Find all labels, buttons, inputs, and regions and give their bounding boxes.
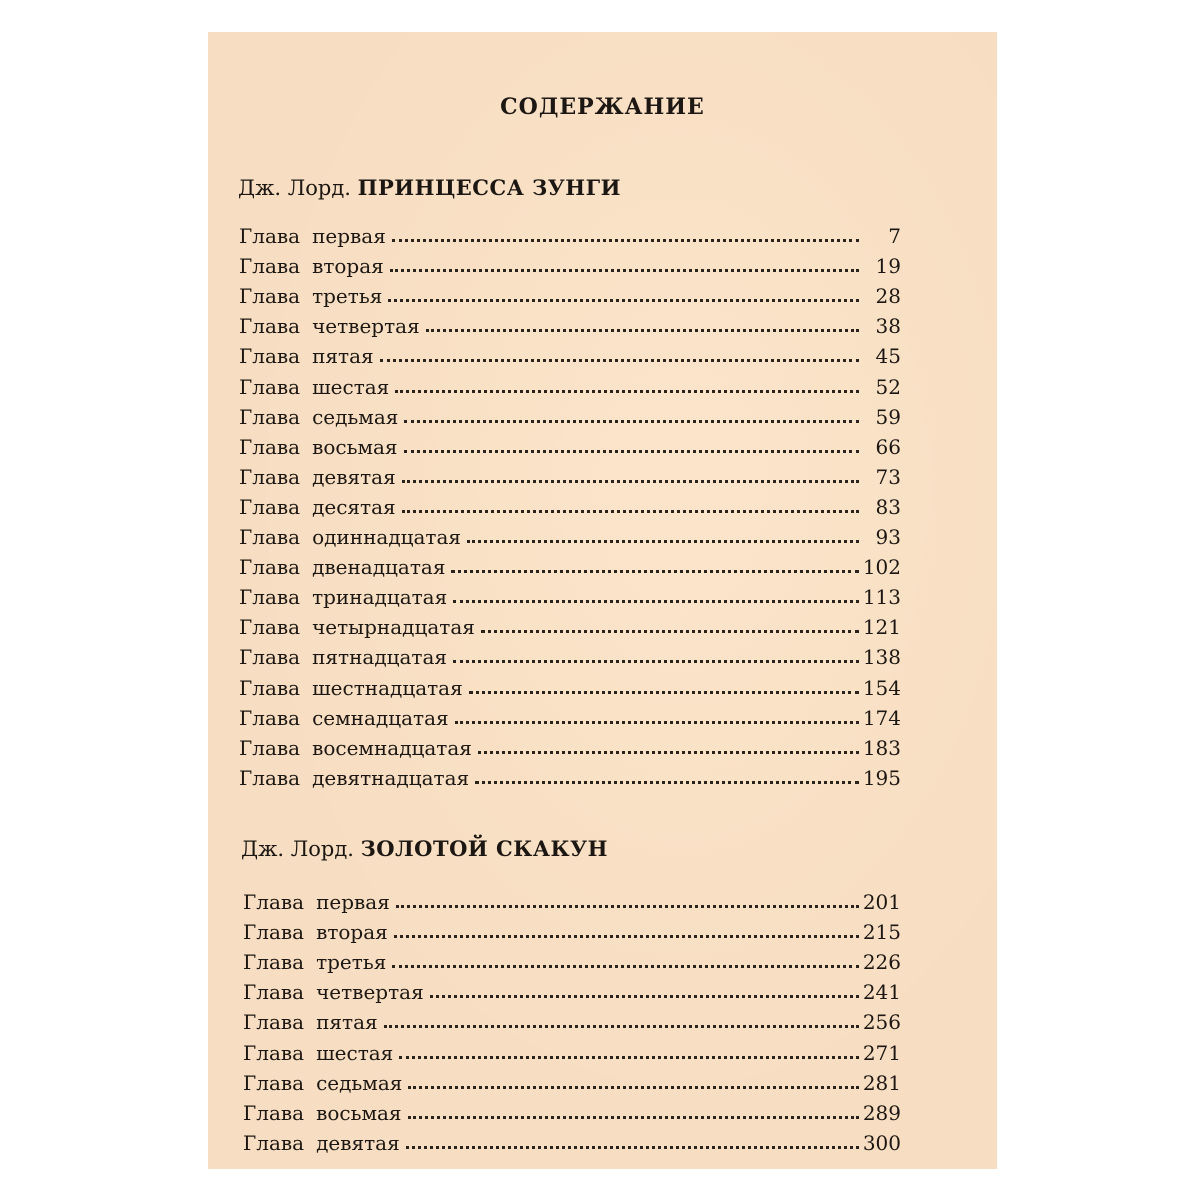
dot-leader <box>475 781 859 784</box>
entry-page: 256 <box>862 1010 901 1035</box>
entry-label: Глава <box>239 645 301 670</box>
entry-page: 195 <box>862 765 901 790</box>
entry-label: Глава <box>243 1010 305 1035</box>
entry-page: 154 <box>862 675 901 700</box>
entry-name: восьмая <box>312 434 398 459</box>
entry-page: 138 <box>862 645 901 670</box>
toc-entry[interactable] <box>243 1034 901 1064</box>
entry-label: Глава <box>239 494 301 519</box>
entry-page: 215 <box>862 920 901 945</box>
entry-label: Глава <box>239 434 301 459</box>
entry-name: четвертая <box>312 314 420 339</box>
entry-name: девятнадцатая <box>312 765 470 790</box>
entry-name: вторая <box>316 920 388 945</box>
toc-entry[interactable] <box>239 248 901 278</box>
toc-entry[interactable] <box>243 1065 901 1095</box>
section-heading-2 <box>241 836 608 861</box>
entry-page: 271 <box>862 1040 901 1065</box>
toc-entry[interactable] <box>243 974 901 1004</box>
entry-name: семнадцатая <box>312 705 449 730</box>
book-page <box>208 32 997 1169</box>
entry-label: Глава <box>239 705 301 730</box>
toc-entry[interactable] <box>243 884 901 914</box>
dot-leader <box>395 390 859 393</box>
entry-label: Глава <box>239 344 301 369</box>
entry-label: Глава <box>239 735 301 760</box>
toc-entry[interactable] <box>239 760 901 790</box>
entry-label: Глава <box>243 1070 305 1095</box>
dot-leader <box>402 510 859 513</box>
entry-page: 45 <box>875 344 901 369</box>
section-work-title: ПРИНЦЕССА ЗУНГИ <box>357 175 621 200</box>
entry-name: пятнадцатая <box>312 645 448 670</box>
toc-entry[interactable] <box>239 519 901 549</box>
entry-name: седьмая <box>316 1070 403 1095</box>
entry-page: 113 <box>862 585 901 610</box>
entry-label: Глава <box>239 464 301 489</box>
entry-name: одиннадцатая <box>312 525 462 550</box>
toc-entry[interactable] <box>239 429 901 459</box>
entry-page: 201 <box>862 890 901 915</box>
toc-entry[interactable] <box>239 730 901 760</box>
toc-entry[interactable] <box>239 278 901 308</box>
entry-page: 59 <box>875 404 901 429</box>
toc-entry[interactable] <box>239 639 901 669</box>
entry-label: Глава <box>239 585 301 610</box>
dot-leader <box>399 1056 859 1059</box>
dot-leader <box>394 935 859 938</box>
dot-leader <box>408 1116 859 1119</box>
section-heading-1 <box>238 175 621 200</box>
entry-name: четырнадцатая <box>312 615 475 640</box>
entry-page: 226 <box>862 950 901 975</box>
toc-entry[interactable] <box>239 549 901 579</box>
entry-label: Глава <box>243 1130 305 1155</box>
entry-label: Глава <box>239 314 301 339</box>
entry-label: Глава <box>243 1100 305 1125</box>
entry-name: девятая <box>316 1130 400 1155</box>
dot-leader <box>408 1086 858 1089</box>
toc-entry[interactable] <box>243 1004 901 1034</box>
entry-label: Глава <box>239 374 301 399</box>
entry-name: шестая <box>316 1040 394 1065</box>
toc-entry[interactable] <box>239 609 901 639</box>
dot-leader <box>404 450 859 453</box>
entry-label: Глава <box>239 615 301 640</box>
entry-name: четвертая <box>316 980 424 1005</box>
dot-leader <box>467 540 859 543</box>
dot-leader <box>392 239 859 242</box>
toc-entry[interactable] <box>239 308 901 338</box>
dot-leader <box>430 995 859 998</box>
entry-label: Глава <box>239 284 301 309</box>
entry-page: 73 <box>875 464 901 489</box>
entry-name: третья <box>316 950 387 975</box>
entry-name: тринадцатая <box>312 585 448 610</box>
dot-leader <box>453 660 859 663</box>
entry-name: пятая <box>312 344 374 369</box>
dot-leader <box>451 570 858 573</box>
entry-name: третья <box>312 284 383 309</box>
entry-label: Глава <box>243 950 305 975</box>
dot-leader <box>384 1025 859 1028</box>
entry-name: седьмая <box>312 404 399 429</box>
dot-leader <box>402 480 859 483</box>
entry-page: 121 <box>862 615 901 640</box>
dot-leader <box>469 691 859 694</box>
entry-label: Глава <box>239 765 301 790</box>
entry-name: восемнадцатая <box>312 735 472 760</box>
entry-label: Глава <box>239 404 301 429</box>
section-work-title: ЗОЛОТОЙ СКАКУН <box>360 836 608 861</box>
entry-page: 28 <box>875 284 901 309</box>
entry-label: Глава <box>239 254 301 279</box>
entry-page: 19 <box>875 254 901 279</box>
entry-page: 93 <box>875 525 901 550</box>
entry-page: 300 <box>862 1130 901 1155</box>
toc-entry[interactable] <box>239 489 901 519</box>
dot-leader <box>478 751 859 754</box>
entry-label: Глава <box>239 675 301 700</box>
toc-entry[interactable] <box>239 218 901 248</box>
entry-page: 83 <box>875 494 901 519</box>
toc-list-2 <box>243 884 901 1155</box>
toc-entry[interactable] <box>239 579 901 609</box>
entry-page: 281 <box>862 1070 901 1095</box>
dot-leader <box>396 905 859 908</box>
toc-entry[interactable] <box>239 368 901 398</box>
section-author: Дж. Лорд. <box>238 176 351 200</box>
entry-page: 174 <box>862 705 901 730</box>
dot-leader <box>406 1146 859 1149</box>
entry-page: 183 <box>862 735 901 760</box>
entry-label: Глава <box>243 1040 305 1065</box>
entry-name: шестнадцатая <box>312 675 463 700</box>
entry-page: 66 <box>875 434 901 459</box>
entry-name: первая <box>312 224 386 249</box>
dot-leader <box>392 965 858 968</box>
entry-name: девятая <box>312 464 396 489</box>
dot-leader <box>426 329 859 332</box>
page-title: СОДЕРЖАНИЕ <box>500 94 705 120</box>
entry-label: Глава <box>243 890 305 915</box>
dot-leader <box>481 630 859 633</box>
entry-label: Глава <box>243 980 305 1005</box>
dot-leader <box>453 600 859 603</box>
entry-page: 241 <box>862 980 901 1005</box>
entry-label: Глава <box>239 224 301 249</box>
entry-name: восьмая <box>316 1100 402 1125</box>
entry-name: двенадцатая <box>312 555 446 580</box>
toc-entry[interactable] <box>239 338 901 368</box>
entry-name: шестая <box>312 374 390 399</box>
toc-entry[interactable] <box>243 1125 901 1155</box>
entry-name: пятая <box>316 1010 378 1035</box>
entry-name: десятая <box>312 494 396 519</box>
entry-page: 102 <box>862 555 901 580</box>
dot-leader <box>390 269 859 272</box>
dot-leader <box>380 359 859 362</box>
dot-leader <box>388 299 859 302</box>
entry-page: 289 <box>862 1100 901 1125</box>
entry-page: 7 <box>888 224 901 249</box>
toc-entry[interactable] <box>243 1095 901 1125</box>
toc-entry[interactable] <box>243 944 901 974</box>
entry-name: вторая <box>312 254 384 279</box>
toc-entry[interactable] <box>243 914 901 944</box>
entry-label: Глава <box>239 525 301 550</box>
entry-name: первая <box>316 890 390 915</box>
toc-entry[interactable] <box>239 700 901 730</box>
section-author: Дж. Лорд. <box>241 837 354 861</box>
toc-entry[interactable] <box>239 669 901 699</box>
entry-label: Глава <box>243 920 305 945</box>
toc-entry[interactable] <box>239 459 901 489</box>
toc-entry[interactable] <box>239 399 901 429</box>
toc-list-1 <box>239 218 901 790</box>
entry-page: 52 <box>875 374 901 399</box>
dot-leader <box>455 721 859 724</box>
entry-page: 38 <box>875 314 901 339</box>
entry-label: Глава <box>239 555 301 580</box>
dot-leader <box>404 420 859 423</box>
